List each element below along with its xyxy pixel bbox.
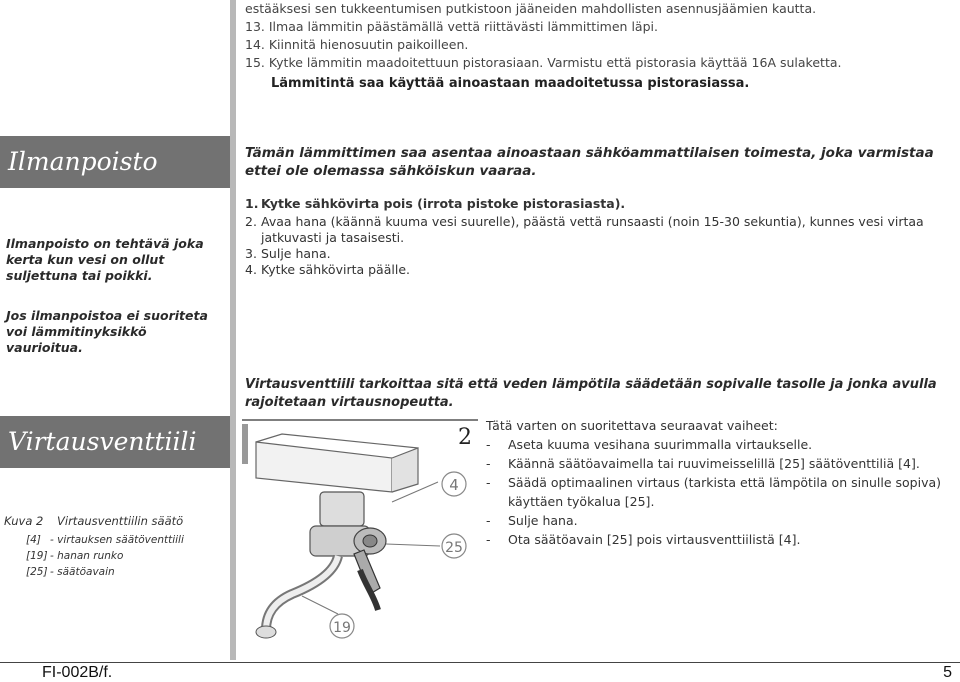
list-item: - Aseta kuuma vesihana suurimmalla virtaukselle. [486, 437, 813, 452]
list-item: 4. Kytke sähkövirta päälle. [245, 262, 410, 277]
list-item: - Säädä optimaalinen virtaus (tarkista että lämpötila on sinulle sopiva) käyttäen työkalua [25]. [486, 475, 942, 509]
top-instruction-list [245, 0, 945, 93]
document-code: FI-002B/f. [42, 664, 113, 681]
list-item: - Sulje hana. [486, 513, 578, 528]
side-note-1: Ilmanpoisto on tehtävä joka kerta kun vesi on ollut suljettuna tai poikki. [6, 236, 204, 283]
caption-item: [25] - säätöavain [26, 566, 115, 578]
list-line: 13. Ilmaa lämmitin päästämällä vettä riittävästi lämmittimen läpi. [245, 19, 658, 34]
section-heading-flow: Virtausventtiili [0, 416, 230, 468]
instructions-title: Tätä varten on suoritettava seuraavat vaiheet: [486, 418, 778, 433]
list-line: estääksesi sen tukkeentumisen putkistoon jääneiden mahdollisten asennusjäämien kautta. [245, 1, 817, 16]
list-item: 3. Sulje hana. [245, 246, 331, 261]
list-line: 14. Kiinnitä hienosuutin paikoilleen. [245, 37, 469, 52]
vertical-divider [230, 0, 236, 660]
list-line: 15. Kytke lämmitin maadoitettuun pistorasiaan. Varmistu että pistorasia käyttää 16A sulaketta. [245, 55, 842, 70]
label-19: 19 [333, 620, 351, 636]
caption-item: [4] - virtauksen säätöventtiili [26, 534, 184, 546]
caption-label: Kuva 2 [4, 514, 44, 528]
valve-illustration [242, 418, 478, 662]
figure-number: 2 [458, 425, 472, 450]
footer-rule [0, 662, 960, 663]
list-item: 1. Kytke sähkövirta pois (irrota pistoke pistorasiasta). [245, 196, 626, 211]
venting-steps [245, 196, 957, 278]
list-item: 2. Avaa hana (käännä kuuma vesi suurelle), päästä vettä runsaasti (noin 15-30 sekuntia), kunnes vesi virtaa jatkuvasti ja tasaisesti. [245, 214, 924, 245]
caption-title: Virtausventtiilin säätö [57, 514, 184, 528]
section-heading-venting: Ilmanpoisto [0, 136, 230, 188]
figure-caption [4, 514, 230, 528]
flow-instructions [486, 416, 956, 549]
caption-item: [19] - hanan runko [26, 550, 124, 562]
warning-text: Lämmitintä saa käyttää ainoastaan maadoitetussa pistorasiassa. [271, 76, 750, 91]
list-item: - Ota säätöavain [25] pois virtausventtiilistä [4]. [486, 532, 801, 547]
label-25: 25 [445, 540, 463, 556]
flow-intro: Virtausventtiili tarkoittaa sitä että veden lämpötila säädetään sopivalle tasolle ja jonka avulla rajoitetaan virtausnopeutta. [245, 377, 937, 410]
side-note-2: Jos ilmanpoistoa ei suoriteta voi lämmitinyksikkö vaurioitua. [6, 308, 208, 355]
page-number: 5 [943, 664, 952, 681]
label-4: 4 [449, 476, 459, 494]
list-item: - Käännä säätöavaimella tai ruuvimeisselillä [25] säätöventtiliä [4]. [486, 456, 920, 471]
venting-intro: Tämän lämmittimen saa asentaa ainoastaan sähköammattilaisen toimesta, joka varmistaa ettei ole olemassa sähköiskun vaaraa. [245, 145, 934, 179]
caption-items [26, 532, 226, 580]
